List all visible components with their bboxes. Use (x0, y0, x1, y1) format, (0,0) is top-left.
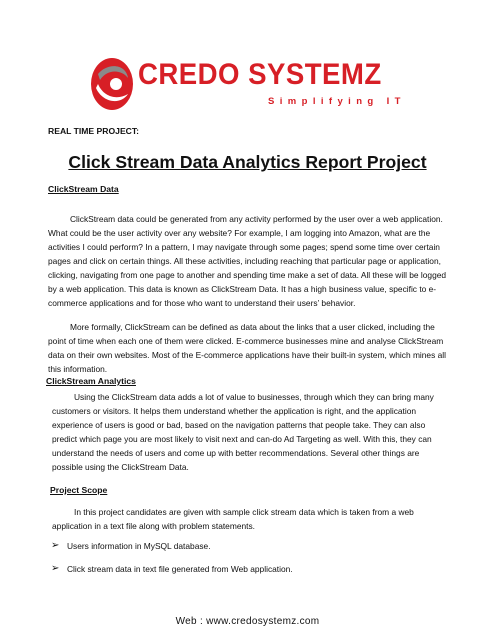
section-body-clickstream-data (48, 212, 448, 376)
section-heading-project-scope: Project Scope (50, 485, 108, 495)
list-item-text: Users information in MySQL database. (67, 541, 211, 551)
brand-tagline: Simplifying IT (268, 96, 406, 107)
section-body-project-scope (52, 505, 452, 533)
paragraph: Using the ClickStream data adds a lot of value to businesses, through which they can bring many customers or visitors. It helps them understand whether the application is right, and the application experience of users is good or bad, based on the navigation patterns that people take. They can also predict which page you are most likely to visit next and can-do Ad Targeting as well. With this, they can understand the needs of users and come up with better recommendations. Several other things are possible using the ClickStream Data. (52, 392, 434, 472)
footer-website: Web : www.credosystemz.com (175, 616, 320, 627)
project-label: REAL TIME PROJECT: (48, 126, 140, 136)
list-item-text: Click stream data in text file generated from Web application. (67, 564, 293, 574)
section-body-clickstream-analytics (52, 390, 452, 474)
paragraph: More formally, ClickStream can be defined as data about the links that a user clicked, including the point of time when each one of them were clicked. E-commerce businesses mine and analyse ClickStream data on their own websites. Most of the E-commerce applications have their built-in system, which mines all this information. (48, 322, 446, 374)
page-title: Click Stream Data Analytics Report Project (68, 152, 427, 172)
list-item (51, 563, 293, 574)
arrow-bullet-icon: ➢ (51, 540, 60, 551)
swirl-logo-icon (88, 54, 136, 114)
arrow-bullet-icon: ➢ (51, 563, 60, 574)
paragraph: ClickStream data could be generated from any activity performed by the user over a web application. What could be the user activity over any website? For example, I am logging into Amazon, what are the activities I could perform? In a pattern, I may navigate through some pages; spend some time over certain pages and click on certain things. All these activities, including reaching that particular page or application, clicking, navigating from one page to another and spending time make a set of data. All these will be logged by a web application. This data is known as ClickStream Data. It has a high business value, specific to e-commerce applications and for those who want to understand their users’ behavior. (48, 214, 447, 308)
section-heading-clickstream-analytics: ClickStream Analytics (46, 376, 136, 386)
paragraph: In this project candidates are given with sample click stream data which is taken from a web application in a text file along with problem statements. (52, 507, 414, 531)
brand-name: CREDO SYSTEMZ (138, 58, 382, 91)
section-heading-clickstream-data: ClickStream Data (48, 184, 119, 194)
list-item (51, 540, 211, 551)
brand-logo (88, 54, 418, 116)
